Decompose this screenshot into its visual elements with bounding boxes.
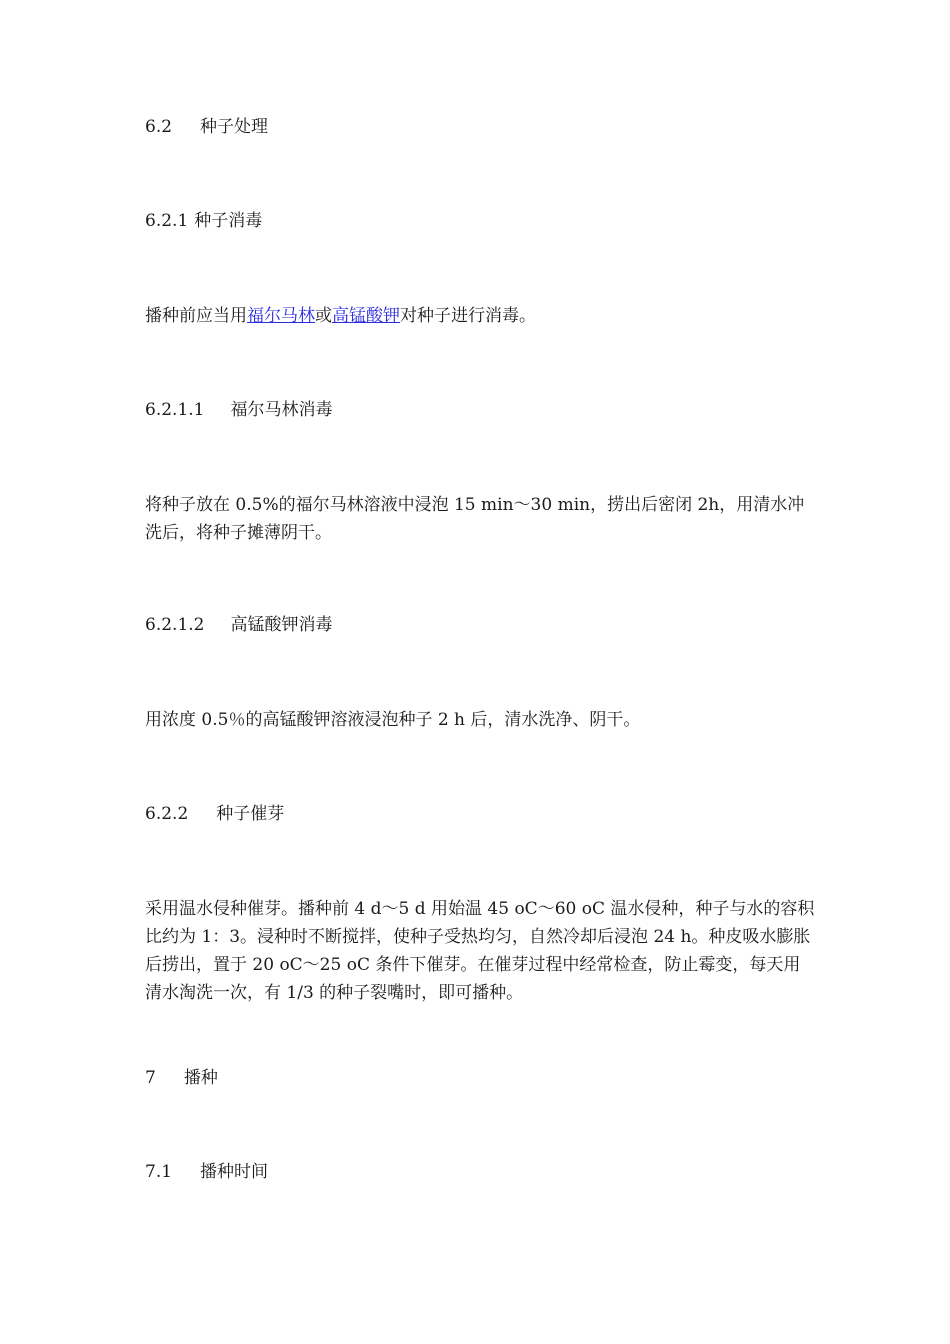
paragraph-text: 播种前应当用 xyxy=(145,306,247,326)
heading-7 xyxy=(145,1064,218,1092)
link-potassium-permanganate[interactable]: 高锰酸钾 xyxy=(332,306,400,326)
link-formalin[interactable]: 福尔马林 xyxy=(247,306,315,326)
paragraph-germination: 采用温水侵种催芽。播种前 4 d～5 d 用始温 45 oC～60 oC 温水侵种，种子与水的容积比约为 1：3。浸种时不断搅拌，使种子受热均匀，自然冷却后浸泡 24 h。种皮吸水膨胀后捞出，置于 20 oC～25 oC 条件下催芽。在催芽过程中经常检查，防止霉变，每天用清水淘洗一次，有 1/3 的种子裂嘴时，即可播种。 xyxy=(145,899,815,1003)
section-title: 高锰酸钾消毒 xyxy=(230,615,333,635)
heading-6-2 xyxy=(145,113,268,141)
section-number: 6.2 xyxy=(145,117,173,137)
section-number: 7 xyxy=(145,1068,156,1088)
paragraph-text: 或 xyxy=(315,306,332,326)
heading-6-2-2 xyxy=(145,800,284,828)
heading-6-2-1-2 xyxy=(145,611,332,639)
section-title: 种子处理 xyxy=(200,117,269,137)
section-title: 播种 xyxy=(183,1068,218,1088)
section-number: 7.1 xyxy=(145,1162,173,1182)
heading-7-1 xyxy=(145,1158,268,1186)
section-number: 6.2.1.2 xyxy=(145,615,205,635)
paragraph-text: 对种子进行消毒。 xyxy=(400,306,536,326)
paragraph-kmno4: 用浓度 0.5％的高锰酸钾溶液浸泡种子 2 h 后，清水洗净、阴干。 xyxy=(145,710,641,730)
section-number: 6.2.2 xyxy=(145,804,189,824)
heading-6-2-1 xyxy=(145,207,262,235)
paragraph-disinfect xyxy=(145,302,536,330)
section-number: 6.2.1 xyxy=(145,211,189,231)
paragraph-formalin: 将种子放在 0.5%的福尔马林溶液中浸泡 15 min～30 min，捞出后密闭 2h，用清水冲洗后，将种子摊薄阴干。 xyxy=(145,495,805,543)
section-title: 播种时间 xyxy=(200,1162,269,1182)
section-title: 种子催芽 xyxy=(216,804,285,824)
heading-6-2-1-1 xyxy=(145,396,332,424)
section-title: 福尔马林消毒 xyxy=(230,400,333,420)
section-title: 种子消毒 xyxy=(194,211,263,231)
section-number: 6.2.1.1 xyxy=(145,400,205,420)
